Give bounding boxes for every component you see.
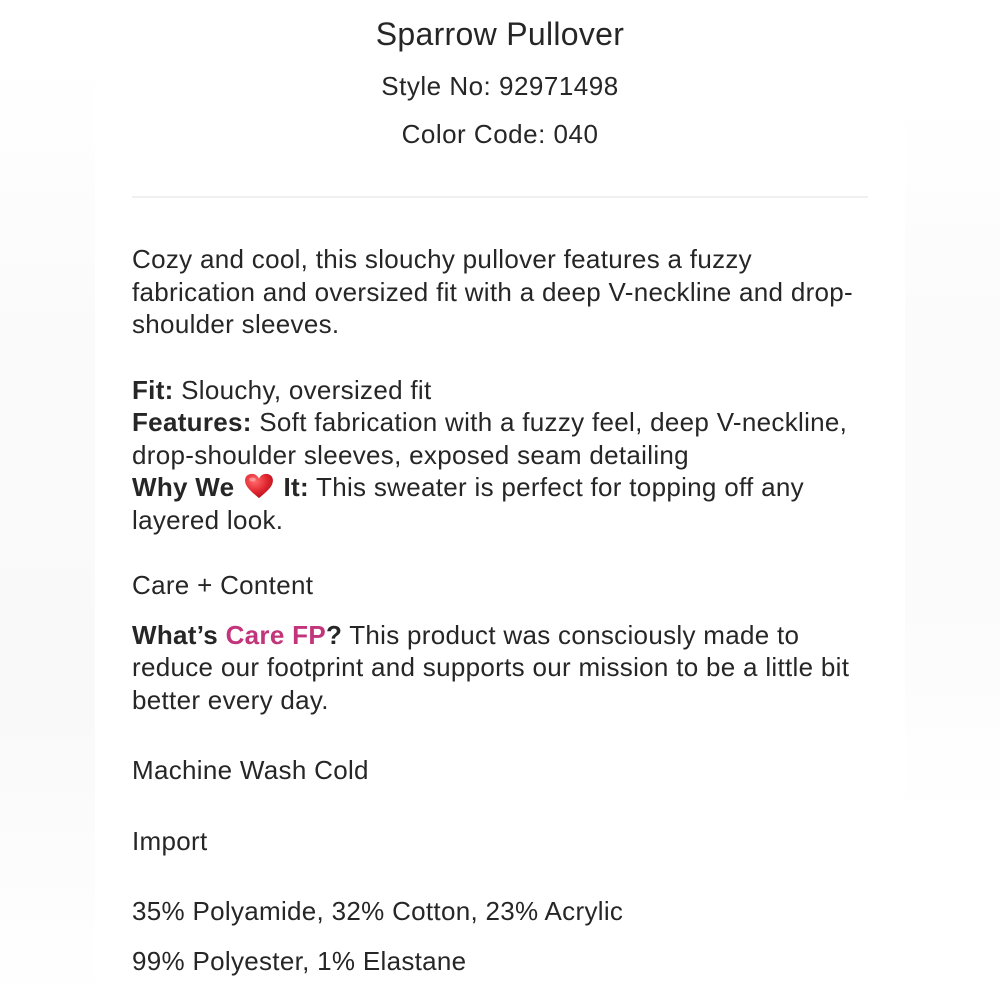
care-content-heading: Care + Content xyxy=(132,570,314,600)
why-we-love-it-value: This sweater is perfect for topping off any layered look. xyxy=(132,472,804,535)
material-composition-2: 99% Polyester, 1% Elastane xyxy=(132,945,467,976)
material-composition-1: 35% Polyamide, 32% Cotton, 23% Acrylic xyxy=(132,896,624,926)
product-title: Sparrow Pullover xyxy=(375,16,625,52)
background-shade-left xyxy=(0,60,95,1000)
whats-label: What’s xyxy=(132,619,219,650)
fit-label: Fit: xyxy=(132,374,174,405)
fit-value: Slouchy, oversized fit xyxy=(173,374,432,405)
features-value: Soft fabrication with a fuzzy feel, deep V-neckline, drop-shoulder sleeves, exposed seam detailing xyxy=(132,407,848,470)
product-details-panel xyxy=(95,0,905,1000)
origin: Import xyxy=(132,825,208,856)
description-intro: Cozy and cool, this slouchy pullover features a fuzzy fabrication and oversized fit with a deep V-neckline and drop-shoulder sleeves. xyxy=(132,244,854,339)
care-fp-text: This product was consciously made to reduce our footprint and supports our mission to be a little bit better every day. xyxy=(132,619,850,715)
question-mark: ? xyxy=(325,619,343,650)
care-fp-description xyxy=(132,619,872,717)
features-label: Features: xyxy=(132,407,252,437)
style-number: Style No: 92971498 xyxy=(381,71,619,101)
product-description xyxy=(132,243,872,977)
header-divider xyxy=(132,196,868,198)
color-code: Color Code: 040 xyxy=(401,119,599,149)
care-fp-link[interactable]: Care FP xyxy=(225,619,326,650)
why-we-love-it-label-end: It: xyxy=(283,472,309,502)
heart-icon xyxy=(244,473,274,499)
wash-instructions: Machine Wash Cold xyxy=(132,755,369,785)
product-attributes xyxy=(132,374,872,537)
product-header xyxy=(95,0,905,158)
why-we-love-it-label-start: Why We xyxy=(132,472,235,502)
background-shade-right xyxy=(905,100,1000,820)
